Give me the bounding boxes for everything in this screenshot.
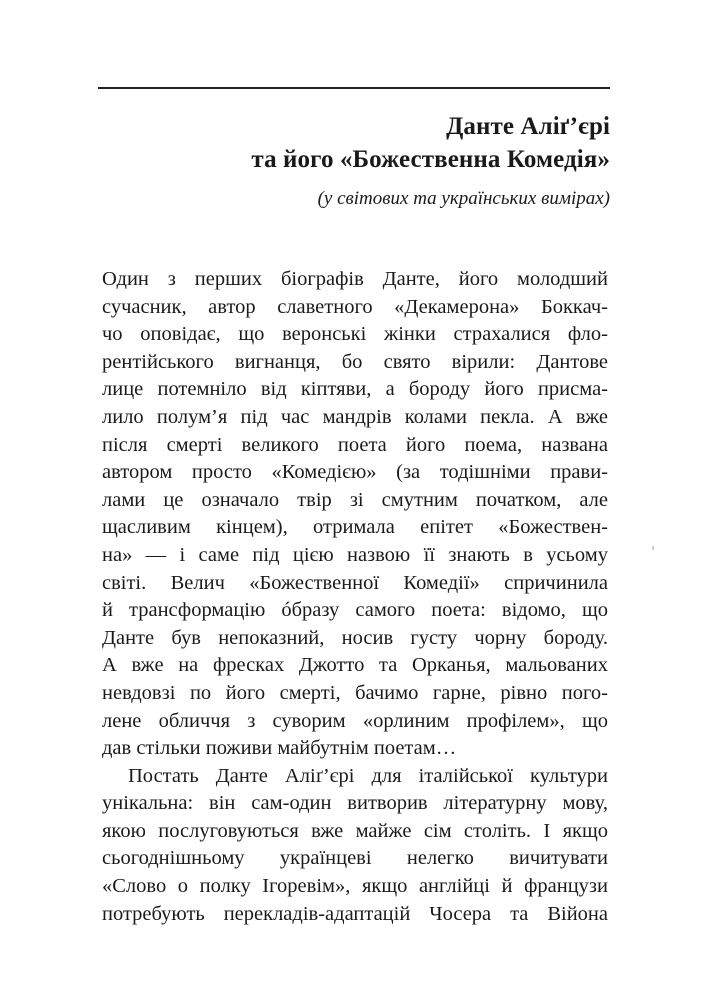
text-line: А вже на фресках Джотто та Орканья, мальованих [102, 654, 608, 677]
body-text [102, 266, 608, 928]
text-line: на» — і саме під цією назвою її знають в усьому [102, 543, 608, 566]
text-line: сьогоднішньому українцеві нелегко вичитувати [102, 847, 608, 870]
top-rule [98, 87, 610, 89]
text-line: якою послуговуються вже майже сім століть. І якщо [102, 819, 608, 842]
text-line: Один з перших біографів Данте, його молодший [102, 268, 608, 290]
chapter-subtitle: (у світових та українських вимірах) [317, 188, 610, 209]
text-line: й трансформацію óбразу самого поета: відомо, що [102, 599, 608, 622]
text-line: лене обличчя з суворим «орлиним профілем», що [102, 709, 608, 732]
text-line: чо оповідає, що веронські жінки страхалися фло- [102, 323, 608, 346]
text-line: рентійського вигнанця, бо свято вірили: Дантове [102, 350, 608, 373]
text-line: потребують перекладів-адаптацій Чосера та Війона [102, 902, 608, 925]
text-line: сучасник, автор славетного «Декамерона» Боккач- [102, 295, 608, 318]
text-line: лице потемніло від кіптяви, а бороду його присма- [102, 378, 608, 401]
text-line: світі. Велич «Божественної Комедії» спричинила [102, 571, 608, 594]
text-line: невдовзі по його смерті, бачимо гарне, рівно пого- [102, 681, 608, 704]
text-line: Данте був непоказний, носив густу чорну бороду. [102, 626, 608, 649]
text-line: щасливим кінцем), отримала епітет «Божествен- [102, 516, 608, 539]
scan-speck [652, 546, 654, 550]
chapter-title [251, 110, 610, 176]
text-line: дав стільки поживи майбутнім поетам… [102, 737, 457, 760]
text-line: лами це означало твір зі смутним початком, але [102, 488, 608, 511]
chapter-title-line-1: Данте Аліґ’єрі [446, 113, 610, 140]
text-line: унікальна: він сам-один витворив літературну мову, [102, 792, 608, 815]
text-line: Постать Данте Аліґ’єрі для італійської культури [128, 764, 608, 787]
chapter-title-line-2: та його «Божественна Комедія» [251, 146, 610, 173]
text-line: автором просто «Комедією» (за тодішніми прави- [102, 461, 608, 484]
text-line: після смерті великого поета його поема, названа [102, 433, 608, 456]
text-line: «Слово о полку Ігоревім», якщо англійці й французи [102, 875, 608, 898]
text-line: лило полум’я під час мандрів колами пекла. А вже [102, 405, 608, 428]
